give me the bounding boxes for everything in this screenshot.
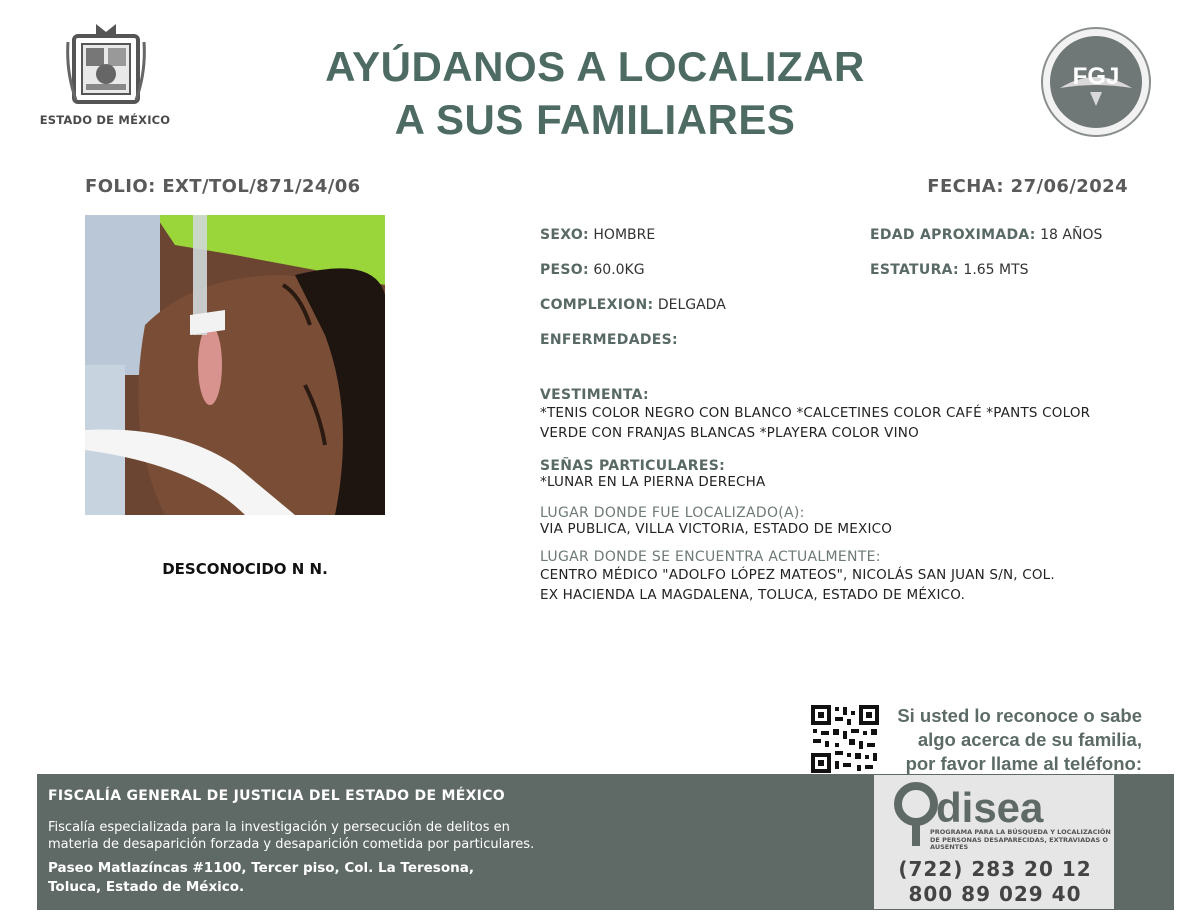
edad-label: EDAD APROXIMADA: [870, 227, 1036, 243]
lugar-actual-line-1: CENTRO MÉDICO "ADOLFO LÓPEZ MATEOS", NICOLÁS SAN JUAN S/N, COL. [540, 567, 1055, 583]
estado-de-mexico-label: ESTADO DE MÉXICO [39, 113, 171, 127]
edad-value: 18 AÑOS [1040, 227, 1103, 243]
estatura-field [870, 262, 1029, 278]
footer-description [48, 819, 648, 853]
vestimenta-line-1: *TENIS COLOR NEGRO CON BLANCO *CALCETINES COLOR CAFÉ *PANTS COLOR [540, 405, 1091, 421]
phone-number-2[interactable]: 800 89 029 40 [908, 882, 1082, 906]
sexo-field [540, 227, 655, 243]
call-line-2: algo acerca de su familia, [917, 729, 1142, 750]
enfermedades-field [540, 332, 678, 348]
lugar-actual-label: LUGAR DONDE SE ENCUENTRA ACTUALMENTE: [540, 549, 881, 565]
call-line-1: Si usted lo reconoce o sabe [897, 705, 1142, 726]
lugar-localizado-value: VIA PUBLICA, VILLA VICTORIA, ESTADO DE MEXICO [540, 521, 893, 537]
vestimenta-section [540, 387, 1140, 443]
estatura-value: 1.65 MTS [963, 262, 1029, 278]
lugar-actual-line-2: EX HACIENDA LA MAGDALENA, TOLUCA, ESTADO DE MÉXICO. [540, 587, 966, 603]
disea-sub-line-3: AUSENTES [930, 843, 969, 851]
page-title [250, 40, 940, 146]
fecha: FECHA: 27/06/2024 [927, 176, 1128, 197]
lugar-localizado-section [540, 505, 1140, 538]
lugar-localizado-label: LUGAR DONDE FUE LOCALIZADO(A): [540, 505, 805, 521]
folio: FOLIO: EXT/TOL/871/24/06 [85, 176, 361, 197]
fgj-seal-icon [1040, 26, 1152, 138]
phone-number-1[interactable]: (722) 283 20 12 [898, 857, 1092, 881]
disea-subtitle [930, 829, 1120, 852]
peso-field [540, 262, 645, 278]
estado-de-mexico-coat-of-arms-icon [66, 22, 146, 108]
disea-sub-line-2: DE PERSONAS DESAPARECIDAS, EXTRAVIADAS O [930, 835, 1109, 844]
senas-section [540, 458, 1140, 490]
footer-addr-line-1: Paseo Matlazíncas #1100, Tercer piso, Col. La Teresona, [48, 860, 474, 876]
vestimenta-label: VESTIMENTA: [540, 387, 649, 403]
peso-label: PESO: [540, 262, 589, 278]
estatura-label: ESTATURA: [870, 262, 959, 278]
footer-address [48, 859, 648, 897]
disea-logo-text: disea [936, 784, 1044, 831]
senas-value: *LUNAR EN LA PIERNA DERECHA [540, 474, 766, 490]
call-line-3: por favor llame al teléfono: [905, 753, 1142, 774]
complexion-label: COMPLEXION: [540, 297, 654, 313]
title-line-1: AYÚDANOS A LOCALIZAR [325, 43, 865, 90]
footer-addr-line-2: Toluca, Estado de México. [48, 879, 245, 895]
person-photo [85, 215, 385, 515]
enfermedades-label: ENFERMEDADES: [540, 332, 678, 348]
complexion-value: DELGADA [657, 297, 726, 313]
sexo-label: SEXO: [540, 227, 589, 243]
peso-value: 60.0KG [593, 262, 645, 278]
complexion-field [540, 297, 726, 313]
call-to-action [870, 704, 1142, 776]
person-name: DESCONOCIDO N N. [162, 560, 328, 578]
title-line-2: A SUS FAMILIARES [394, 96, 796, 143]
footer-title: FISCALÍA GENERAL DE JUSTICIA DEL ESTADO DE MÉXICO [48, 788, 505, 804]
senas-label: SEÑAS PARTICULARES: [540, 458, 725, 474]
lugar-actual-section [540, 549, 1140, 605]
vestimenta-line-2: VERDE CON FRANJAS BLANCAS *PLAYERA COLOR VINO [540, 425, 919, 441]
sexo-value: HOMBRE [593, 227, 656, 243]
edad-field [870, 227, 1102, 243]
disea-sub-line-1: PROGRAMA PARA LA BÚSQUEDA Y LOCALIZACIÓN [930, 828, 1111, 836]
footer-desc-line-2: materia de desaparición forzada y desaparición cometida por particulares. [48, 837, 535, 852]
fgj-logo-text: FGJ [1072, 63, 1120, 90]
footer-desc-line-1: Fiscalía especializada para la investigación y persecución de delitos en [48, 820, 510, 835]
